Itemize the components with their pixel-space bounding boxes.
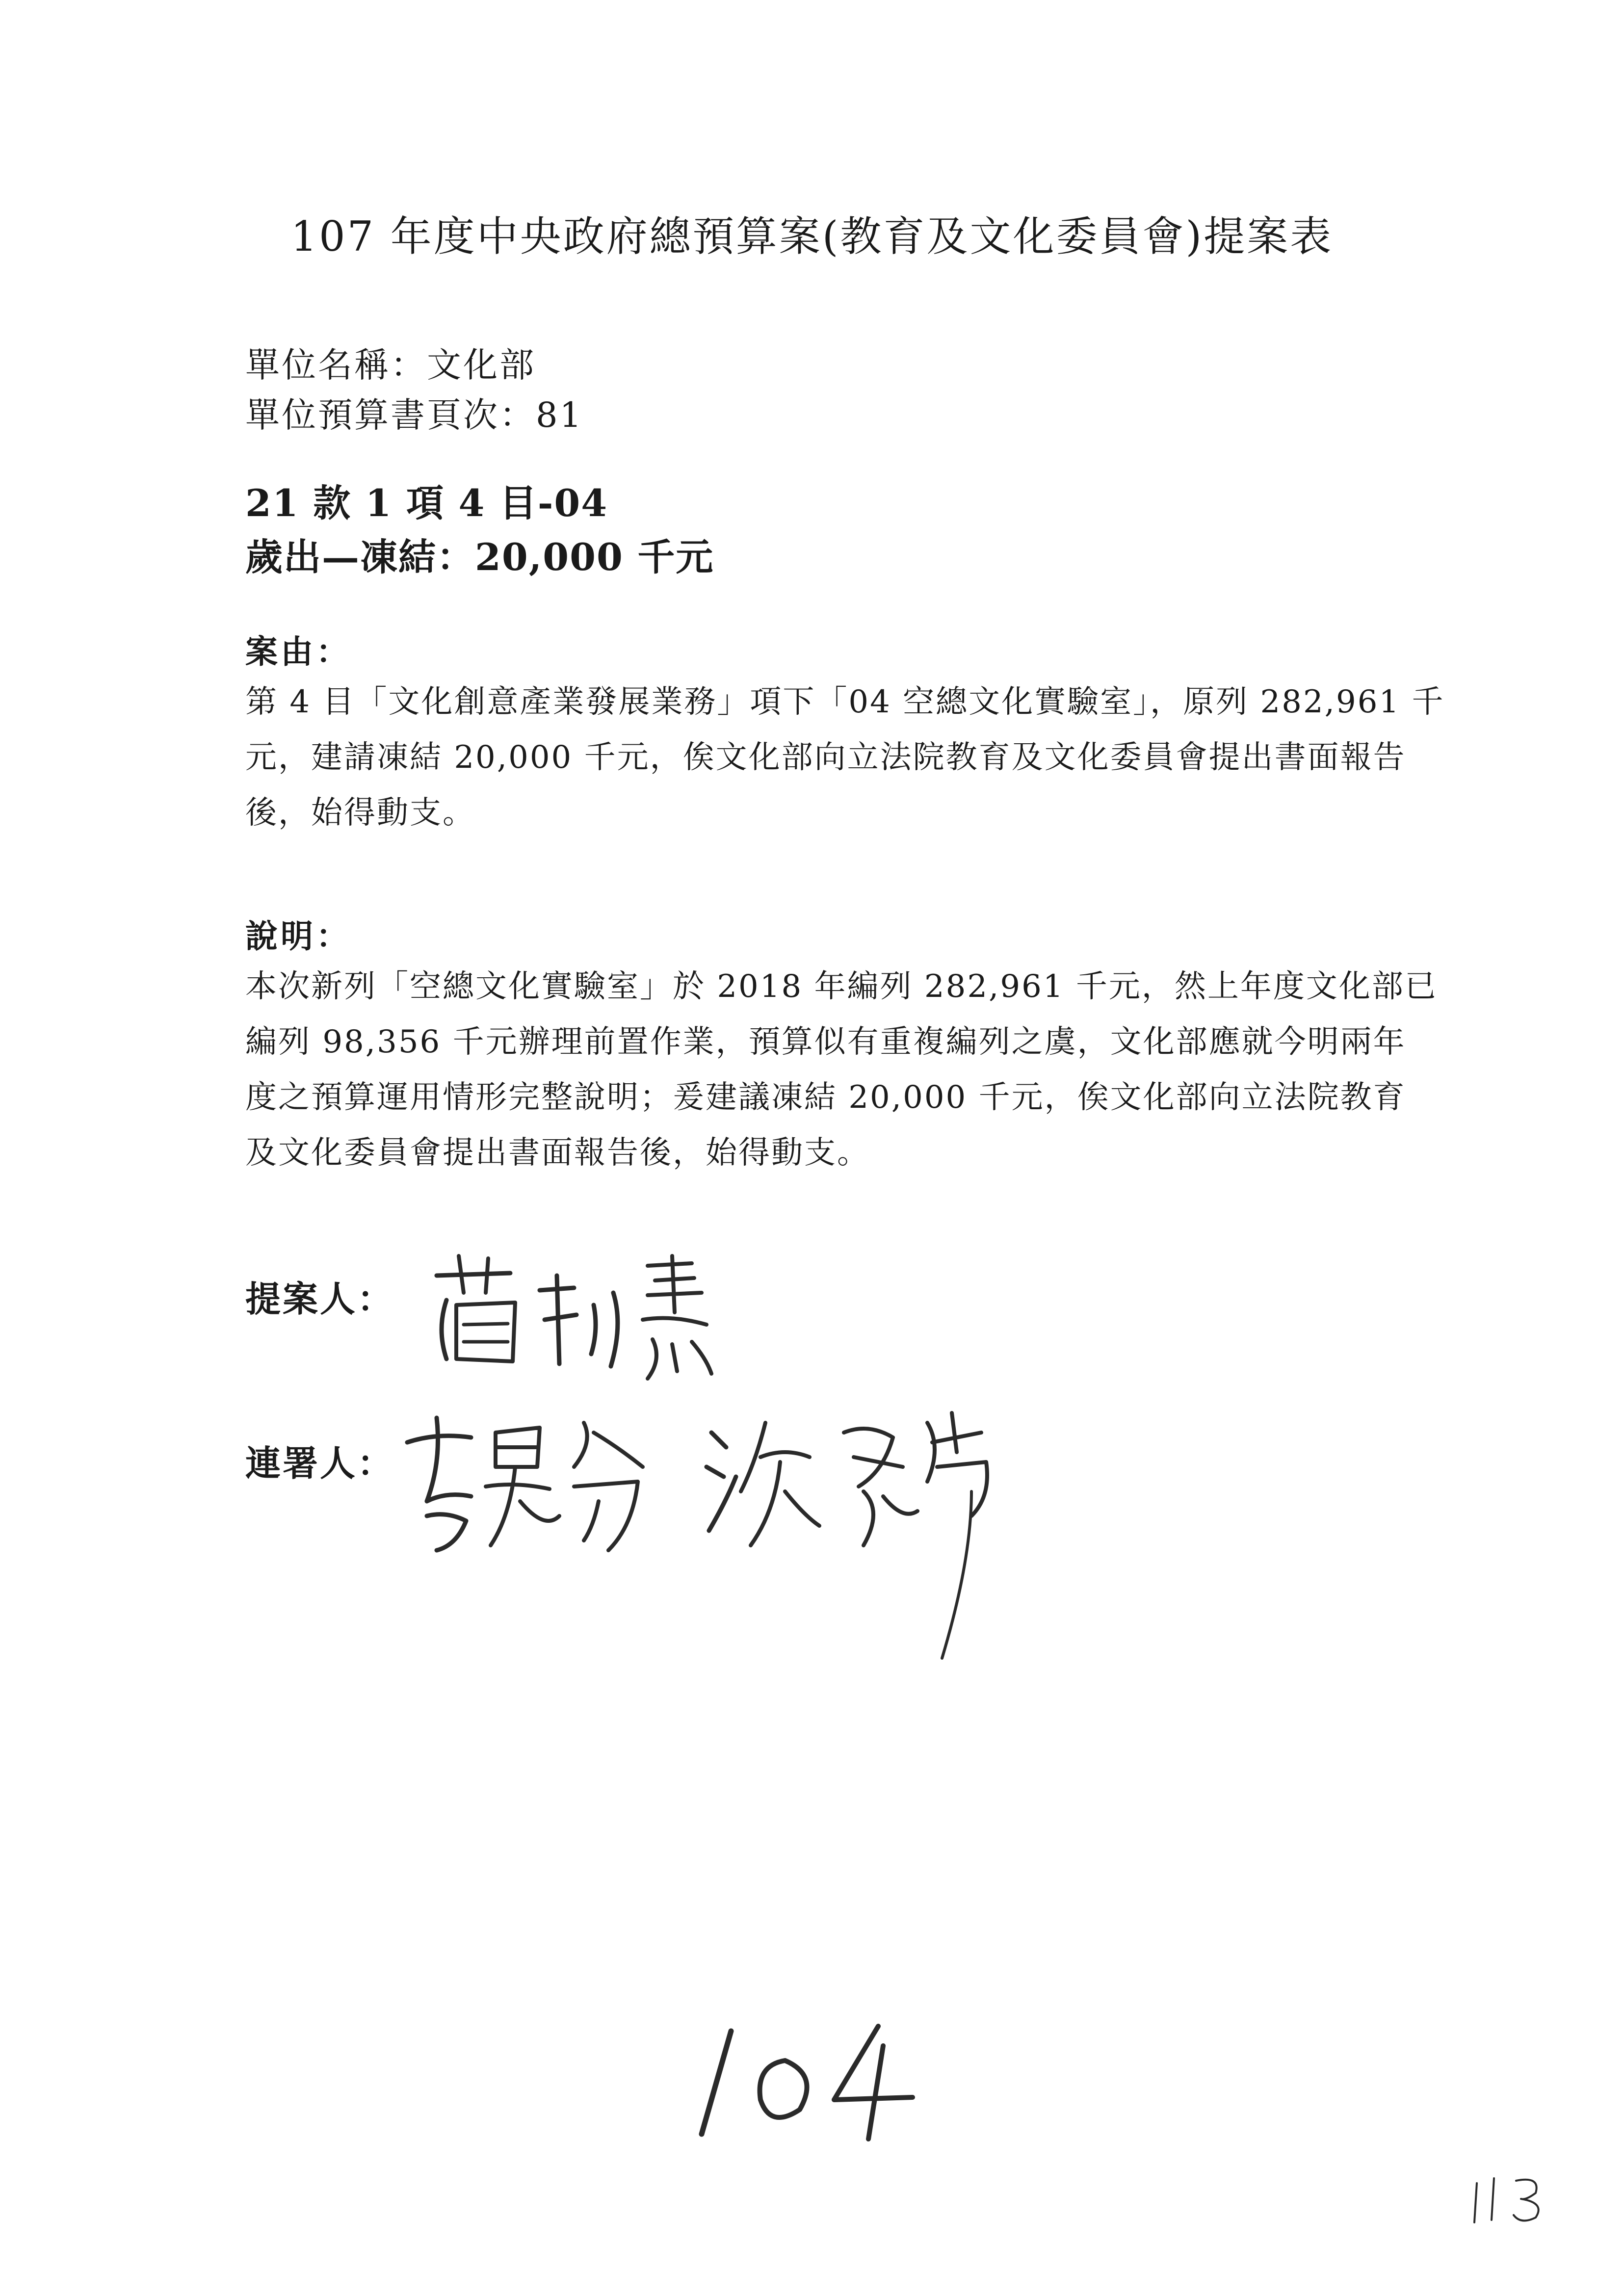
handwritten-page-number <box>687 2016 922 2144</box>
cosigner-signature-2 <box>697 1403 991 1663</box>
reason-text <box>245 675 1445 841</box>
reason-line: 元，建請凍結 20,000 千元，俟文化部向立法院教育及文化委員會提出書面報告 <box>245 739 1406 776</box>
description-line: 及文化委員會提出書面報告後，始得動支。 <box>245 1135 870 1171</box>
description-line: 本次新列「空總文化實驗室」於 2018 年編列 282,961 千元，然上年度文化部已 <box>245 968 1438 1005</box>
budget-page-number: 單位預算書頁次：81 <box>245 395 584 435</box>
description-text <box>245 959 1438 1181</box>
cosigner-signature-1 <box>397 1403 653 1560</box>
proposer-signature <box>417 1246 721 1393</box>
reason-heading: 案由： <box>245 632 351 671</box>
description-line: 度之預算運用情形完整說明；爰建議凍結 20,000 千元，俟文化部向立法院教育 <box>245 1079 1406 1116</box>
reason-line: 第 4 目「文化創意產業發展業務」項下「04 空總文化實驗室」，原列 282,961 千 <box>245 684 1445 720</box>
description-heading: 說明： <box>245 917 351 955</box>
freeze-amount: 歲出—凍結：20,000 千元 <box>245 535 714 579</box>
reason-line: 後，始得動支。 <box>245 795 475 831</box>
proposer-label: 提案人： <box>245 1278 395 1320</box>
budget-item-code: 21 款 1 項 4 目-04 <box>245 481 608 525</box>
corner-number <box>1467 2168 1555 2227</box>
unit-name: 單位名稱：文化部 <box>245 345 536 385</box>
cosigner-label: 連署人： <box>245 1442 395 1484</box>
description-line: 編列 98,356 千元辦理前置作業，預算似有重複編列之虞，文化部應就今明兩年 <box>245 1024 1406 1060</box>
document-title: 107 年度中央政府總預算案(教育及文化委員會)提案表 <box>290 212 1334 261</box>
